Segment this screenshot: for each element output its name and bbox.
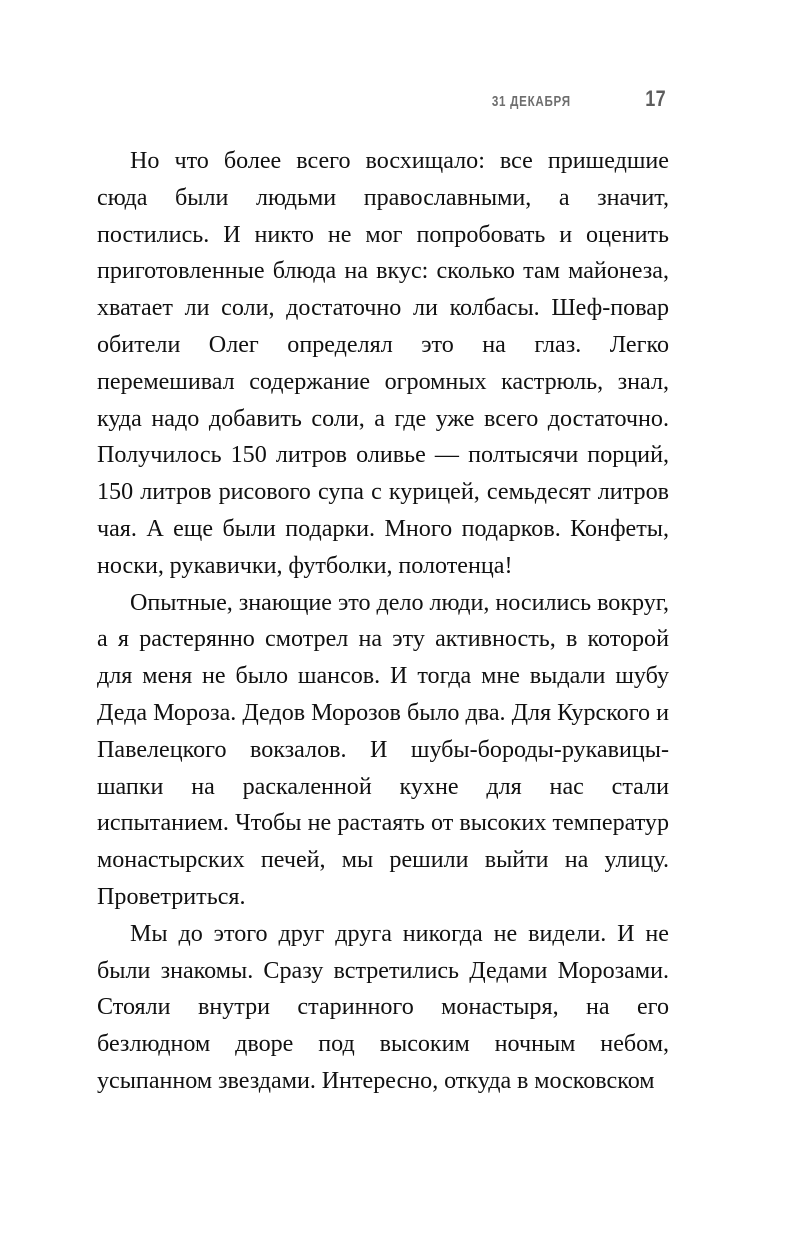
page-number: 17 <box>644 86 666 111</box>
running-head <box>97 86 668 116</box>
body-paragraph: Опытные, знающие это дело люди, носились вокруг, а я растерянно смотрел на эту активность, в которой для меня не было шансов. И тогда мне выдали шубу Деда Мороза. Дедов Морозов было два. Для Курского и Павелецкого вокзалов. И шубы-бороды-рукавицы-шапки на раскаленной кухне для нас стали испытанием. Чтобы не растаять от высоких температур монастырских печей, мы решили выйти на улицу. Проветриться. <box>97 589 669 910</box>
running-head-chapter-title: 31 ДЕКАБРЯ <box>491 94 571 110</box>
body-paragraph: Но что более всего восхищало: все пришедшие сюда были людьми православными, а значит, постились. И никто не мог попробовать и оценить приготовленные блюда на вкус: сколько там майонеза, хватает ли соли, достаточно ли колбасы. Шеф-повар обители Олег определял это на глаз. Легко перемешивал содержание огромных кастрюль, знал, куда надо добавить соли, а где уже всего достаточно. Получилось 150 литров оливье — полтысячи порций, 150 литров рисового супа с курицей, семьдесят литров чая. А еще были подарки. Много подарков. Конфеты, носки, рукавички, футболки, полотенца! <box>97 148 669 579</box>
body-paragraph: Мы до этого друг друга никогда не видели. И не были знакомы. Сразу встретились Дедами Морозами. Стояли внутри старинного монастыря, на его безлюдном дворе под высоким ночным небом, усыпанном звездами. Интересно, откуда в московском <box>97 920 669 1094</box>
body-text-block <box>97 143 669 1100</box>
